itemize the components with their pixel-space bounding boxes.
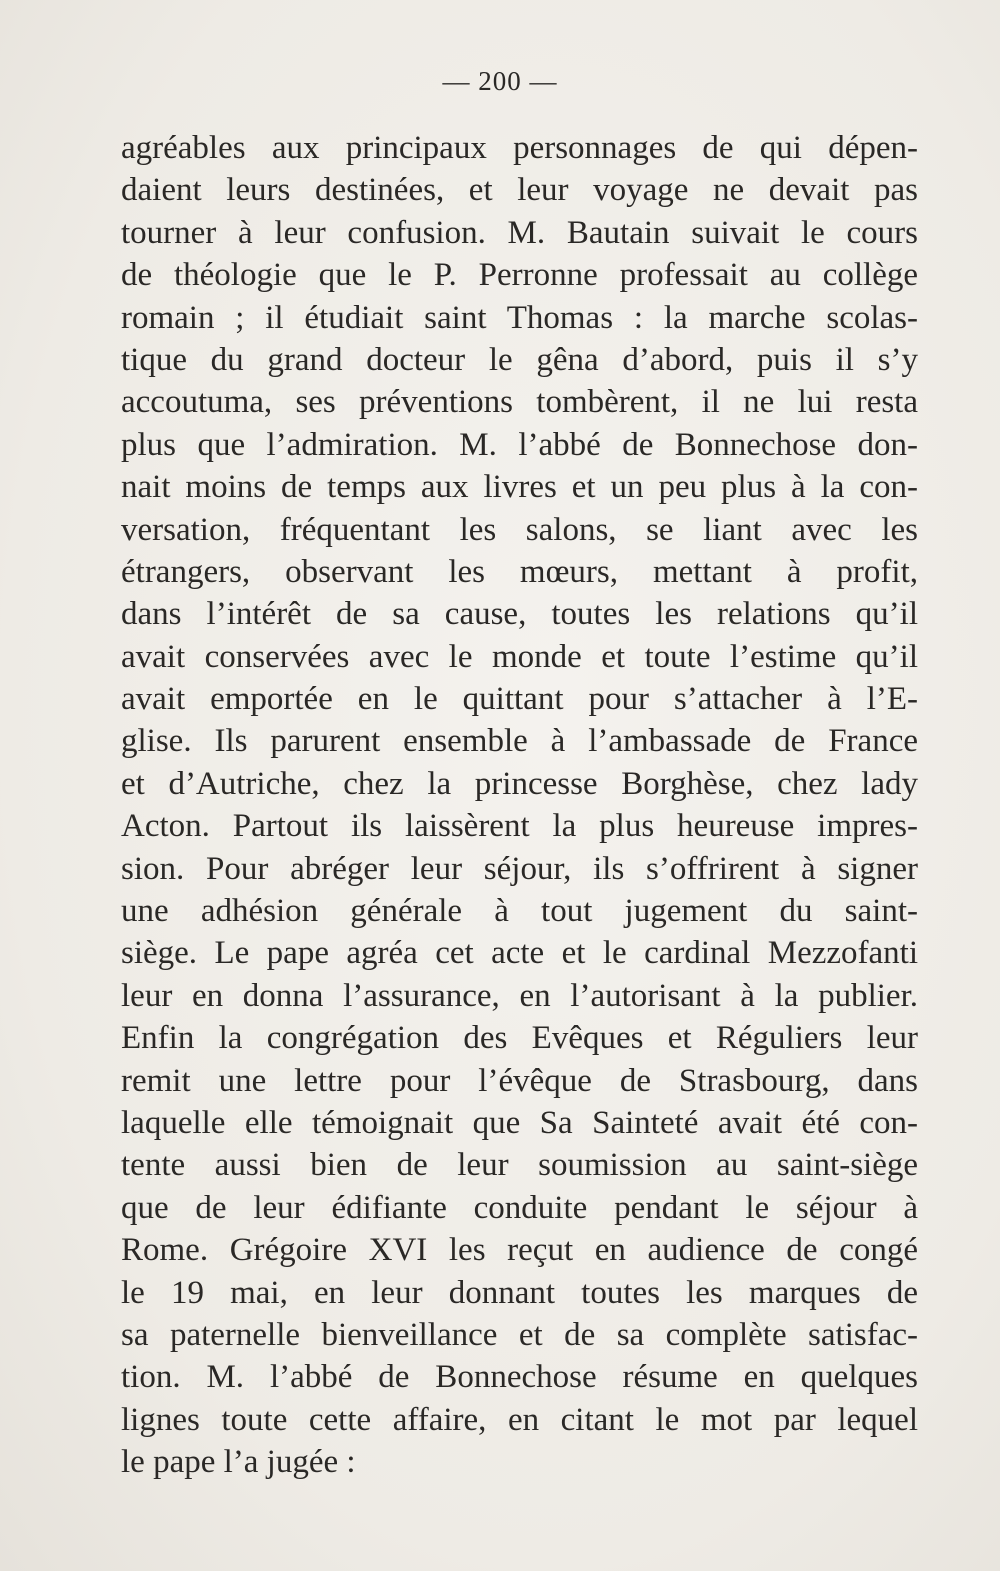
text-line: sa paternelle bienveillance et de sa complète satisfac- (121, 1316, 918, 1353)
text-line: agréables aux principaux personnages de qui dépen- (121, 130, 918, 166)
text-line: le 19 mai, en leur donnant toutes les marques de (121, 1274, 918, 1311)
text-line: glise. Ils parurent ensemble à l’ambassade de France (121, 723, 918, 760)
text-line: romain ; il étudiait saint Thomas : la marche scolas- (121, 299, 918, 336)
text-line: tion. M. l’abbé de Bonnechose résume en quelques (121, 1359, 918, 1396)
text-line: sion. Pour abréger leur séjour, ils s’offrirent à signer (121, 850, 918, 887)
text-line: tourner à leur confusion. M. Bautain suivait le cours (121, 214, 918, 251)
text-line: remit une lettre pour l’évêque de Strasbourg, dans (121, 1062, 918, 1099)
text-line: Rome. Grégoire XVI les reçut en audience de congé (121, 1232, 918, 1269)
text-line: Acton. Partout ils laissèrent la plus heureuse impres- (121, 808, 918, 845)
text-line: daient leurs destinées, et leur voyage ne devait pas (121, 172, 918, 209)
text-line: avait conservées avec le monde et toute l’estime qu’il (121, 638, 918, 675)
text-line: dans l’intérêt de sa cause, toutes les relations qu’il (121, 596, 918, 633)
text-line: plus que l’admiration. M. l’abbé de Bonnechose don- (121, 426, 918, 463)
text-line: tique du grand docteur le gêna d’abord, puis il s’y (121, 341, 918, 378)
text-line: accoutuma, ses préventions tombèrent, il ne lui resta (121, 384, 918, 421)
text-line: tente aussi bien de leur soumission au saint-siège (121, 1147, 918, 1184)
text-line: nait moins de temps aux livres et un peu plus à la con- (121, 469, 918, 506)
body-text (121, 127, 918, 1484)
text-line: leur en donna l’assurance, en l’autorisant à la publier. (121, 977, 918, 1014)
text-line: de théologie que le P. Perronne professait au collège (121, 257, 918, 294)
text-line: laquelle elle témoignait que Sa Sainteté avait été con- (121, 1104, 918, 1141)
text-line: siège. Le pape agréa cet acte et le cardinal Mezzofanti (121, 935, 918, 972)
text-line-last: le pape l’a jugée : (121, 1444, 356, 1481)
text-line: étrangers, observant les mœurs, mettant à profit, (121, 553, 918, 590)
text-line: une adhésion générale à tout jugement du saint- (121, 893, 918, 930)
text-line: lignes toute cette affaire, en citant le mot par lequel (121, 1401, 918, 1438)
page-number: — 200 — (442, 66, 558, 96)
text-line: et d’Autriche, chez la princesse Borghèse, chez lady (121, 765, 918, 802)
text-line: versation, fréquentant les salons, se liant avec les (121, 511, 918, 548)
text-line: Enfin la congrégation des Evêques et Réguliers leur (121, 1020, 918, 1057)
text-line: avait emportée en le quittant pour s’attacher à l’E- (121, 681, 918, 718)
text-line: que de leur édifiante conduite pendant le séjour à (121, 1189, 918, 1226)
